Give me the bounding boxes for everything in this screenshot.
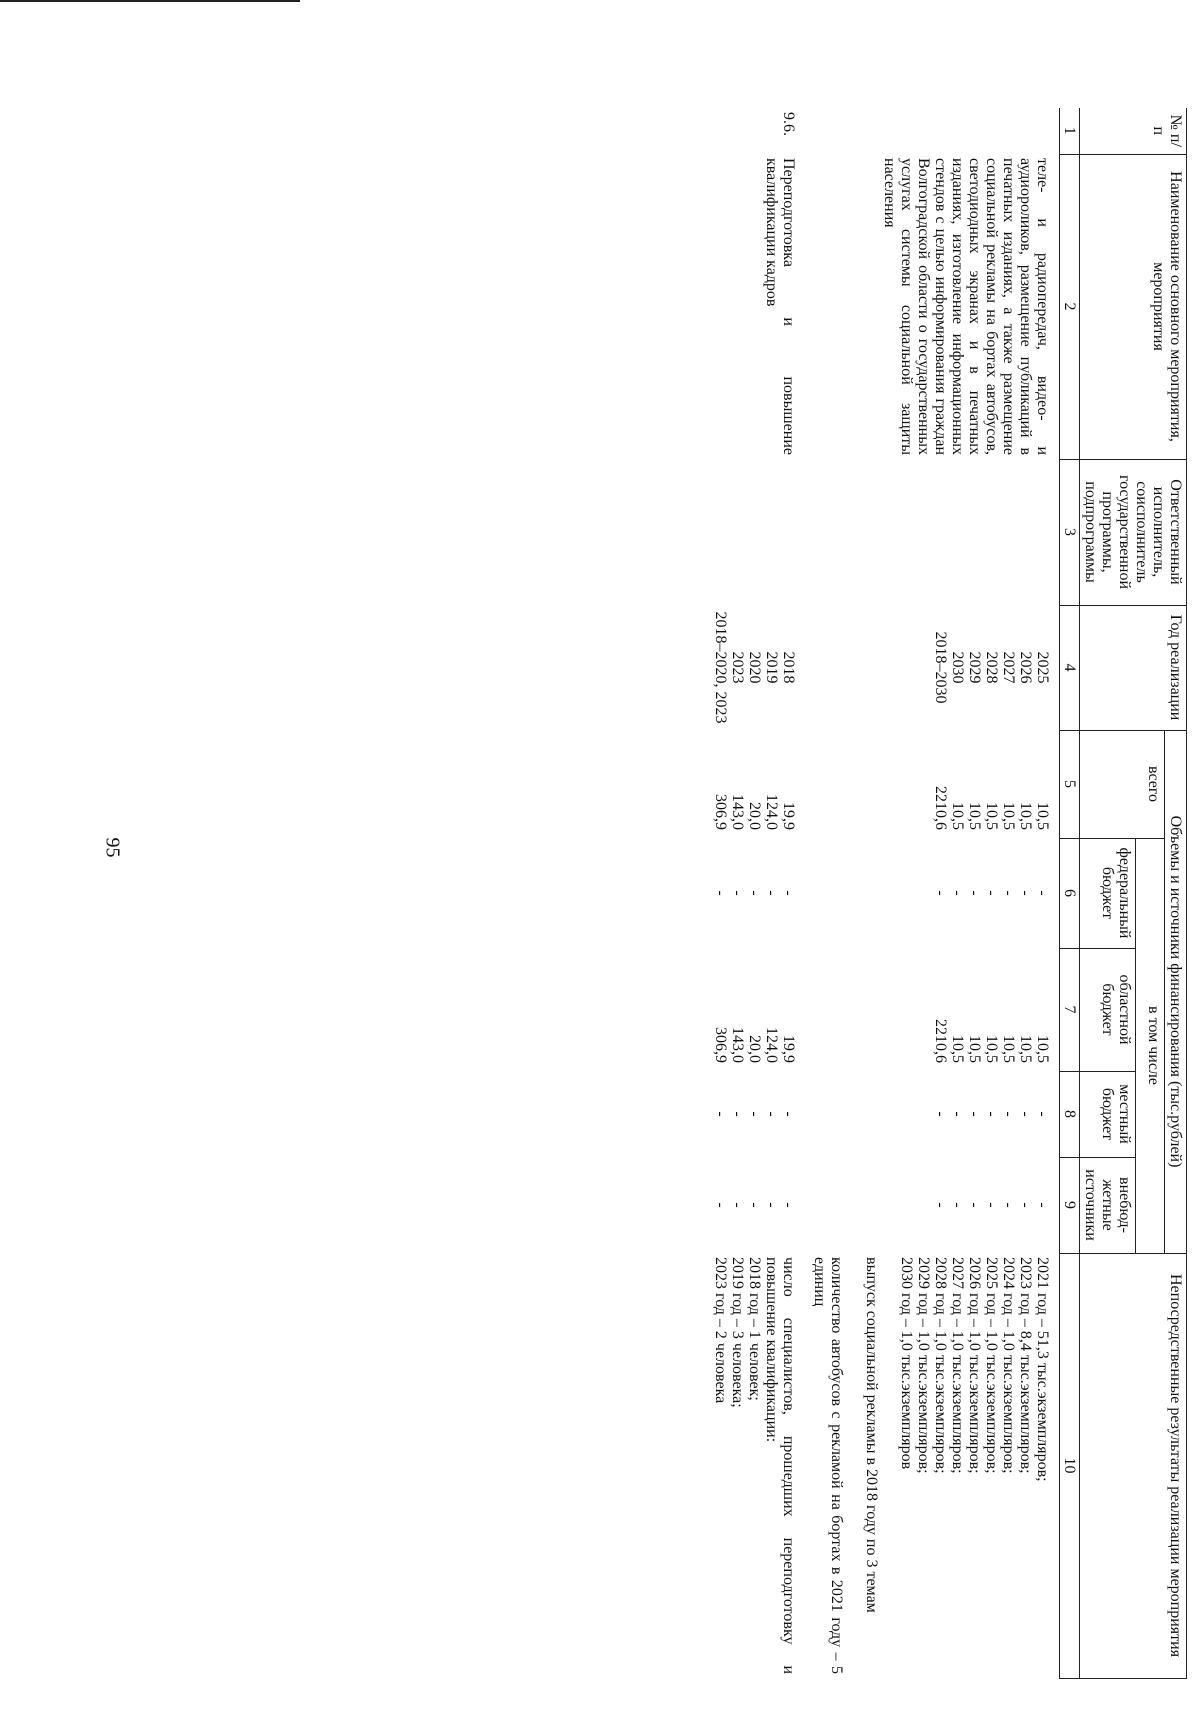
result-line: 2027 год – 1,0 тыс.экземпляров;	[949, 1257, 966, 1474]
offbudget-value: -	[712, 1202, 729, 1208]
column-number: 6	[1060, 838, 1080, 948]
total-value: 10,5	[983, 802, 1000, 830]
result-line: 2025 год – 1,0 тыс.экземпляров;	[983, 1257, 1000, 1474]
executor	[805, 459, 1060, 605]
regional-value: 10,5	[949, 1035, 966, 1063]
federal-cell	[706, 838, 805, 948]
local-value: -	[729, 1111, 746, 1117]
total-value: 20,0	[746, 802, 763, 830]
total-value: 19,9	[780, 802, 797, 830]
offbudget-value: -	[932, 1202, 949, 1208]
offbudget-value: -	[729, 1202, 746, 1208]
total-value: 10,5	[949, 802, 966, 830]
year-value: 2030	[949, 651, 966, 684]
offbudget-value: -	[949, 1202, 966, 1208]
local-value: -	[780, 1111, 797, 1117]
header-local: местный бюджет	[1080, 1071, 1136, 1157]
year-value: 2018	[780, 651, 797, 684]
regional-value: 19,9	[780, 1035, 797, 1063]
regional-value: 10,5	[1000, 1035, 1017, 1063]
results-cell	[805, 1253, 1060, 1678]
header-activity-name: Наименование основного мероприятия, мероприятия	[1080, 154, 1187, 459]
row-number: 9.6.	[780, 112, 797, 136]
offbudget-value: -	[983, 1202, 1000, 1208]
header-executor: Ответственный исполнитель, соисполнитель государственной программы, подпрограммы	[1080, 459, 1187, 605]
federal-value: -	[712, 890, 729, 896]
header-year: Год реализации	[1080, 605, 1187, 730]
regional-value: 20,0	[746, 1035, 763, 1063]
year-value: 2027	[1000, 651, 1017, 684]
federal-value: -	[729, 890, 746, 896]
total-value: 2210,6	[932, 786, 949, 830]
result-line: число специалистов, прошедших переподготовку и повышение квалификации:	[763, 1257, 797, 1675]
federal-cell	[805, 838, 1060, 948]
column-number: 1	[1060, 108, 1080, 154]
offbudget-value: -	[1034, 1202, 1051, 1208]
offbudget-value: -	[746, 1202, 763, 1208]
result-line: 2023 год – 2 человека	[712, 1257, 729, 1404]
header-regional: областной бюджет	[1080, 948, 1136, 1071]
local-cell	[706, 1071, 805, 1157]
column-number: 8	[1060, 1071, 1080, 1157]
results-cell	[706, 1253, 805, 1678]
column-number: 10	[1060, 1253, 1080, 1678]
header-funding-group: Объемы и источники финансирования (тыс.рублей)	[1165, 730, 1187, 1253]
row-number	[805, 108, 1060, 154]
result-line: 2029 год – 1,0 тыс.экземпляров;	[915, 1257, 932, 1474]
year-value: 2029	[966, 651, 983, 684]
year-value: 2028	[983, 651, 1000, 684]
column-number-row	[1060, 108, 1080, 1678]
result-line: количество автобусов с рекламой на бортах в 2021 году – 5 единиц	[811, 1257, 845, 1675]
header-total: всего	[1080, 730, 1165, 838]
local-value: -	[746, 1111, 763, 1117]
federal-value: -	[1034, 890, 1051, 896]
year-value: 2026	[1017, 651, 1034, 684]
executor	[706, 459, 805, 605]
page-number: 95	[101, 837, 124, 858]
regional-value: 143,0	[729, 1027, 746, 1063]
total-cell	[805, 730, 1060, 838]
federal-value: -	[983, 890, 1000, 896]
regional-value: 124,0	[763, 1027, 780, 1063]
local-value: -	[1034, 1111, 1051, 1117]
regional-value: 10,5	[1017, 1035, 1034, 1063]
column-number: 3	[1060, 459, 1080, 605]
years-cell	[805, 605, 1060, 730]
result-line: 2030 год – 1,0 тыс.экземпляров	[898, 1257, 915, 1470]
total-value: 10,5	[1000, 802, 1017, 830]
local-cell	[805, 1071, 1060, 1157]
offbudget-value: -	[763, 1202, 780, 1208]
regional-value: 306,9	[712, 1027, 729, 1063]
federal-value: -	[949, 890, 966, 896]
header-results: Непосредственные результаты реализации мероприятия	[1080, 1253, 1187, 1678]
column-number: 4	[1060, 605, 1080, 730]
total-value: 143,0	[729, 794, 746, 830]
top-border-line	[0, 0, 300, 2]
total-value: 124,0	[763, 794, 780, 830]
result-line: 2028 год – 1,0 тыс.экземпляров;	[932, 1257, 949, 1474]
offbudget-cell	[706, 1157, 805, 1253]
local-value: -	[1017, 1111, 1034, 1117]
federal-value: -	[966, 890, 983, 896]
federal-value: -	[780, 890, 797, 896]
total-value: 10,5	[1034, 802, 1051, 830]
regional-cell	[706, 948, 805, 1071]
offbudget-cell	[805, 1157, 1060, 1253]
table-row	[706, 108, 805, 1678]
result-line: 2024 год – 1,0 тыс.экземпляров;	[1000, 1257, 1017, 1474]
year-value: 2019	[763, 651, 780, 684]
federal-value: -	[746, 890, 763, 896]
local-value: -	[1000, 1111, 1017, 1117]
year-value: 2025	[1034, 651, 1051, 684]
column-number: 5	[1060, 730, 1080, 838]
year-value: 2020	[746, 651, 763, 684]
header-federal: федеральный бюджет	[1080, 838, 1136, 948]
result-line: 2026 год – 1,0 тыс.экземпляров;	[966, 1257, 983, 1474]
year-value: 2018–2030	[932, 631, 949, 704]
header-including: в том числе	[1136, 838, 1165, 1253]
regional-value: 10,5	[966, 1035, 983, 1063]
federal-value: -	[763, 890, 780, 896]
result-line: выпуск социальной рекламы в 2018 году по 3 темам	[863, 1257, 880, 1613]
total-value: 306,9	[712, 794, 729, 830]
offbudget-value: -	[1000, 1202, 1017, 1208]
regional-cell	[805, 948, 1060, 1071]
regional-value: 10,5	[1034, 1035, 1051, 1063]
local-value: -	[932, 1111, 949, 1117]
local-value: -	[763, 1111, 780, 1117]
activity-name: теле- и радиопередач, видео- и аудиороликов, размещение публикаций в печатных изданиях, а также размещение социальной рекламы на бортах автобусов, светодиодных экранах и в печатных изданиях, изготовление информационных стендов с целью информирования граждан Волгоградской области о государственных услугах системы социальной защиты населения	[881, 158, 1051, 455]
local-value: -	[966, 1111, 983, 1117]
year-value: 2018–2020, 2023	[712, 611, 729, 724]
federal-value: -	[1000, 890, 1017, 896]
financing-table	[706, 108, 1187, 1679]
local-value: -	[712, 1111, 729, 1117]
column-number: 9	[1060, 1157, 1080, 1253]
local-value: -	[949, 1111, 966, 1117]
total-value: 10,5	[1017, 802, 1034, 830]
activity-name: Переподготовка и повышение квалификации кадров	[763, 158, 797, 455]
federal-value: -	[932, 890, 949, 896]
result-line: 2019 год – 3 человека;	[729, 1257, 746, 1408]
years-cell	[706, 605, 805, 730]
result-line: 2021 год – 51,3 тыс.экземпляров;	[1034, 1257, 1051, 1482]
header-number: № п/п	[1080, 108, 1187, 154]
column-number: 7	[1060, 948, 1080, 1071]
total-value: 10,5	[966, 802, 983, 830]
regional-value: 10,5	[983, 1035, 1000, 1063]
federal-value: -	[1017, 890, 1034, 896]
rotated-table-page	[137, 108, 1187, 1678]
total-cell	[706, 730, 805, 838]
local-value: -	[983, 1111, 1000, 1117]
offbudget-value: -	[780, 1202, 797, 1208]
offbudget-value: -	[1017, 1202, 1034, 1208]
offbudget-value: -	[966, 1202, 983, 1208]
header-offbudget: внебюд- жетные источники	[1080, 1157, 1136, 1253]
result-line: 2023 год – 8,4 тыс.экземпляров;	[1017, 1257, 1034, 1474]
result-line: 2018 год – 1 человек;	[746, 1257, 763, 1401]
year-value: 2023	[729, 651, 746, 684]
column-number: 2	[1060, 154, 1080, 459]
regional-value: 2210,6	[932, 1019, 949, 1063]
table-row	[805, 108, 1060, 1678]
